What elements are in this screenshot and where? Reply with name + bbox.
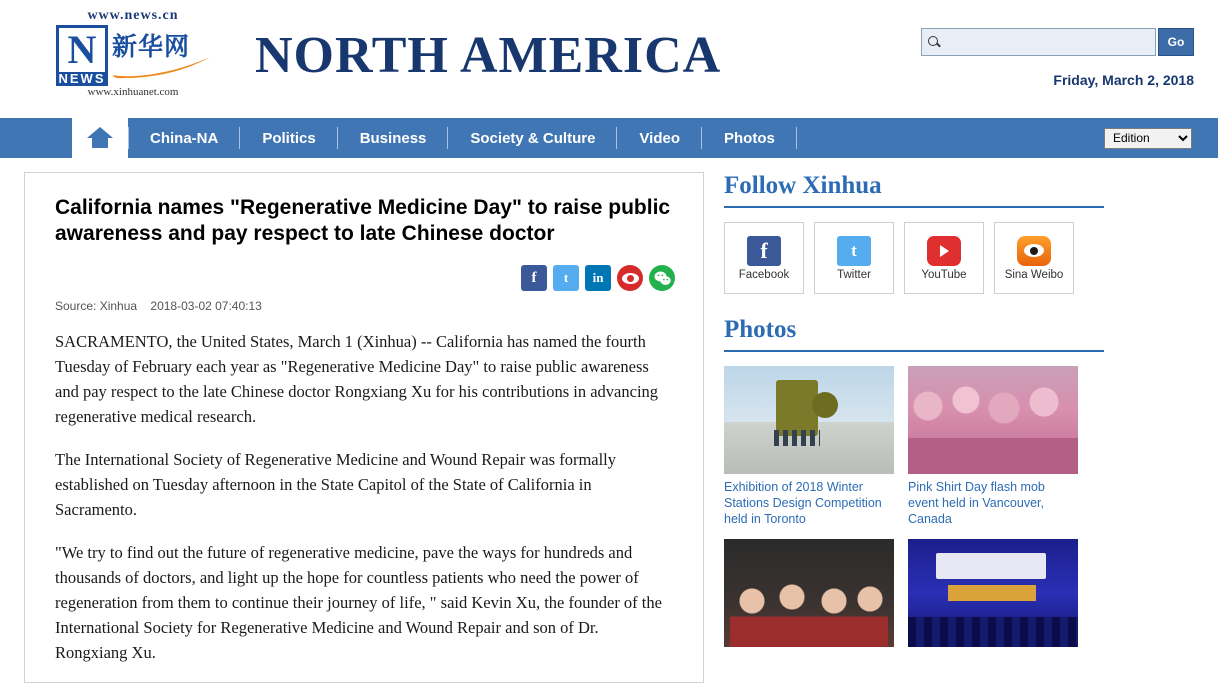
article-paragraph: The International Society of Regenerative Medicine and Wound Repair was formally established on Tuesday afternoon in the State Capitol of the State of California in Sacramento. (55, 450, 617, 519)
photo-thumbnail[interactable] (724, 539, 894, 647)
follow-item-label: Facebook (738, 268, 790, 281)
follow-links (724, 222, 1104, 294)
follow-item-facebook[interactable] (724, 222, 804, 294)
logo-letter-n: N (56, 25, 108, 75)
search-go-button[interactable]: Go (1158, 28, 1194, 56)
xinhua-logo[interactable] (48, 8, 218, 98)
wechat-glyph (654, 271, 671, 286)
follow-item-sina-weibo[interactable] (994, 222, 1074, 294)
search-area (921, 28, 1194, 56)
nav-item-photos[interactable]: Photos (702, 118, 797, 158)
youtube-icon (927, 236, 961, 266)
follow-xinhua-heading: Follow Xinhua (724, 172, 1104, 208)
photo-card[interactable] (908, 539, 1078, 652)
photo-card[interactable] (724, 539, 894, 652)
nav-item-politics[interactable]: Politics (240, 118, 337, 158)
photo-thumbnail[interactable] (724, 366, 894, 474)
article-paragraph: "We try to find out the future of regenerative medicine, pave the ways for hundreds and thousands of doctors, and light up the hope for countless patients who need the power of regeneration from them to continue their journey of life, " said Kevin Xu, the founder of the International Society for Regenerative Medicine and Wound Repair and son of Dr. Rongxiang Xu. (55, 543, 662, 662)
photo-caption[interactable]: Exhibition of 2018 Winter Stations Design Competition held in Toronto (724, 480, 882, 526)
facebook-icon: f (747, 236, 781, 266)
weibo-eye-shape (1024, 244, 1044, 257)
logo-swoosh-icon (110, 57, 215, 79)
search-box[interactable] (921, 28, 1156, 56)
photo-art-shape (908, 617, 1078, 647)
follow-item-label: YouTube (921, 268, 967, 281)
nav-item-society-culture[interactable]: Society & Culture (448, 118, 617, 158)
photo-art-shape (812, 392, 838, 418)
edition-select[interactable] (1104, 128, 1192, 149)
sidebar (724, 172, 1104, 683)
nav-item-china-na[interactable]: China-NA (128, 118, 240, 158)
search-icon (926, 34, 942, 50)
edition-select-wrap (1104, 118, 1192, 158)
page-title: NORTH AMERICA (255, 27, 722, 84)
share-row (55, 265, 675, 291)
weibo-eye-shape (622, 273, 639, 284)
nav-items (128, 118, 1104, 158)
sina-weibo-icon (1017, 236, 1051, 266)
photo-art-shape (730, 583, 888, 647)
follow-item-youtube[interactable] (904, 222, 984, 294)
share-facebook-icon[interactable]: f (521, 265, 547, 291)
article-source: Source: Xinhua (55, 299, 138, 313)
share-wechat-icon[interactable] (649, 265, 675, 291)
photo-grid (724, 366, 1104, 652)
twitter-icon: t (837, 236, 871, 266)
logo-chinese-name: 新华网 (112, 34, 191, 61)
search-input[interactable] (945, 34, 1151, 50)
nav-item-video[interactable]: Video (617, 118, 702, 158)
article-paragraph: SACRAMENTO, the United States, March 1 (Xinhua) -- California has named the fourth Tuesday of February each year as "Regenerative Medicine Day" to raise public awareness and pay respect to the late Chinese doctor Rongxiang Xu for his contributions in advancing regenerative medical research. (55, 332, 659, 426)
logo-news-word: NEWS (56, 72, 108, 86)
photo-art-shape (948, 585, 1036, 601)
article-timestamp: 2018-03-02 07:40:13 (150, 299, 262, 313)
photo-card[interactable] (908, 366, 1078, 527)
photo-art-shape (936, 553, 1046, 579)
photo-caption[interactable]: Pink Shirt Day flash mob event held in Vancouver, Canada (908, 480, 1045, 526)
article-source-line (55, 299, 675, 313)
photo-card[interactable] (724, 366, 894, 527)
share-twitter-icon[interactable]: t (553, 265, 579, 291)
photo-art-shape (774, 430, 820, 446)
nav-item-business[interactable]: Business (338, 118, 449, 158)
follow-item-label: Twitter (837, 268, 871, 281)
photo-art-shape (908, 384, 1078, 474)
logo-url-top: www.news.cn (87, 8, 179, 23)
photo-thumbnail[interactable] (908, 366, 1078, 474)
article-title: California names "Regenerative Medicine Day" to raise public awareness and pay respect to late Chinese doctor (55, 196, 671, 245)
share-sina-weibo-icon[interactable] (617, 265, 643, 291)
logo-mark (48, 25, 218, 86)
photo-thumbnail[interactable] (908, 539, 1078, 647)
main-nav (0, 118, 1218, 158)
photos-heading: Photos (724, 316, 1104, 352)
nav-home-button[interactable] (72, 118, 128, 158)
home-icon (87, 127, 113, 149)
share-linkedin-icon[interactable]: in (585, 265, 611, 291)
logo-url-bottom: www.xinhuanet.com (87, 86, 179, 98)
follow-item-label: Sina Weibo (1004, 268, 1064, 281)
page-body (0, 158, 1218, 683)
follow-item-twitter[interactable] (814, 222, 894, 294)
article-panel (24, 172, 704, 683)
article-body (55, 329, 675, 665)
site-header (0, 0, 1218, 118)
current-date: Friday, March 2, 2018 (1053, 72, 1194, 88)
